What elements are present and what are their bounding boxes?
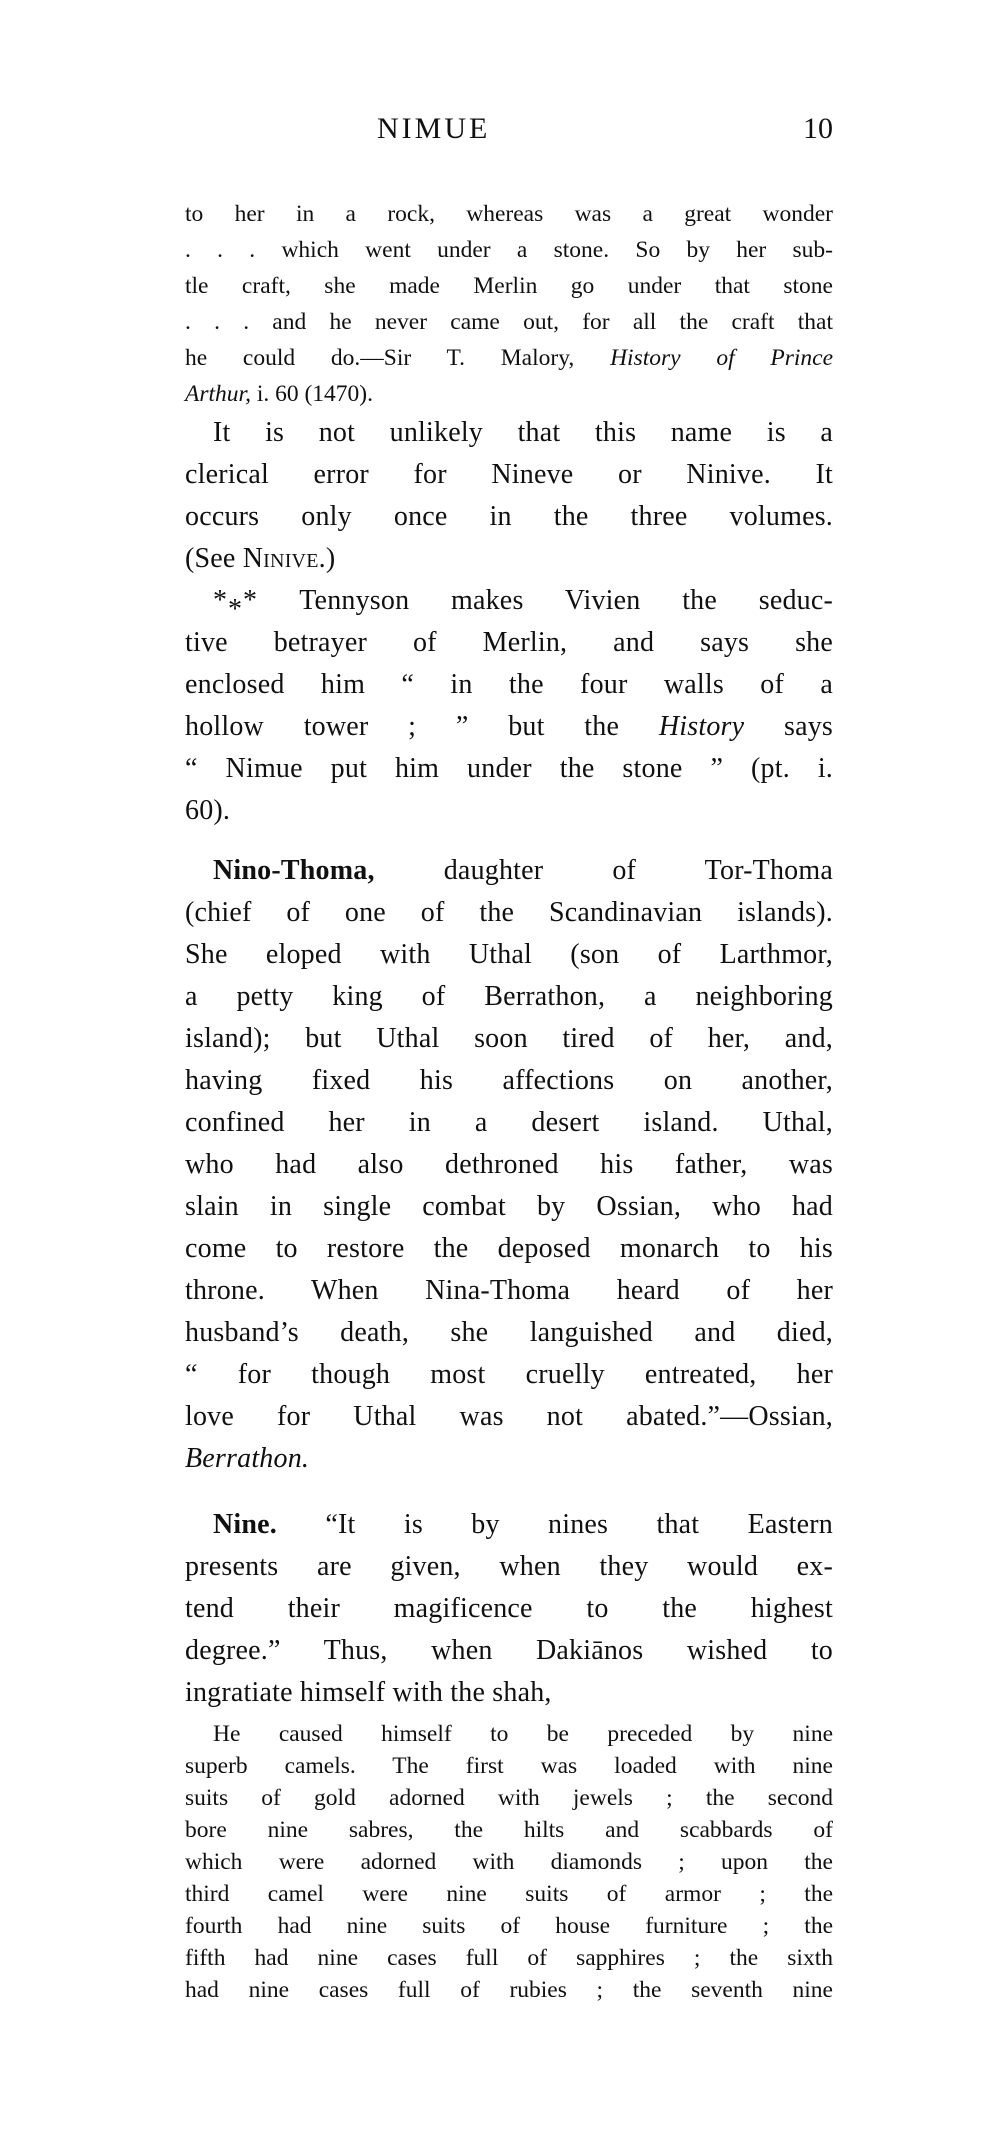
text-line: which were adorned with diamonds ; upon the — [185, 1849, 833, 1875]
book-title-italic: History — [658, 711, 745, 742]
text-line: fifth had nine cases full of sapphires ; the sixth — [185, 1945, 833, 1971]
text-line — [185, 580, 833, 625]
entry-text: “It is by nines that Eastern — [277, 1509, 833, 1540]
page-number: 10 — [803, 112, 833, 145]
entry-headword-nino-thoma: Nino-Thoma, — [213, 855, 375, 886]
text-line: occurs only once in the three volumes. — [185, 501, 833, 532]
text-line: a petty king of Berrathon, a neighboring — [185, 981, 833, 1012]
running-header-title: NIMUE — [377, 112, 491, 145]
text-line — [185, 340, 833, 376]
paragraph-clerical-error-note — [185, 412, 833, 580]
text-column — [185, 0, 833, 2006]
text-line: having fixed his affections on another, — [185, 1065, 833, 1096]
citation-reference: i. 60 (1470). — [250, 381, 374, 407]
text-line: “ for though most cruelly entreated, her — [185, 1359, 833, 1390]
note-text: hollow tower ; ” but the — [185, 711, 659, 742]
text-line: slain in single combat by Ossian, who had — [185, 1191, 833, 1222]
book-title-italic: Arthur, — [185, 381, 251, 407]
text-line: She eloped with Uthal (son of Larthmor, — [185, 939, 833, 970]
text-line: clerical error for Nineve or Ninive. It — [185, 459, 833, 490]
text-line: throne. When Nina-Thoma heard of her — [185, 1275, 833, 1306]
text-line — [185, 1438, 833, 1480]
note-text: says — [744, 711, 833, 742]
asterisk: * — [243, 585, 258, 616]
text-line: third camel were nine suits of armor ; the — [185, 1881, 833, 1907]
text-line: “ Nimue put him under the stone ” (pt. i. — [185, 753, 833, 784]
paragraph-malory-quote — [185, 196, 833, 412]
entry-nine — [185, 1504, 833, 1714]
book-title-italic: Berrathon. — [185, 1443, 310, 1474]
text-line — [185, 850, 833, 892]
text-line — [185, 706, 833, 748]
text-line: degree.” Thus, when Dakiānos wished to — [185, 1635, 833, 1666]
text-line: island); but Uthal soon tired of her, and, — [185, 1023, 833, 1054]
text-line: fourth had nine suits of house furniture ; the — [185, 1913, 833, 1939]
text-line: who had also dethroned his father, was — [185, 1149, 833, 1180]
text-line: . . . which went under a stone. So by her sub- — [185, 237, 833, 263]
text-line: love for Uthal was not abated.”—Ossian, — [185, 1401, 833, 1432]
cross-reference-smallcaps: Ninive — [242, 543, 319, 574]
text-line: 60). — [185, 795, 231, 826]
text-line: (chief of one of the Scandinavian islands). — [185, 897, 833, 928]
asterism-mark — [213, 585, 258, 625]
text-line: . . . and he never came out, for all the craft that — [185, 309, 833, 335]
text-line: had nine cases full of rubies ; the seventh nine — [185, 1977, 833, 2003]
asterisk: * — [228, 593, 243, 625]
entry-nino-thoma — [185, 850, 833, 1480]
book-title-italic: History of Prince — [610, 345, 834, 371]
entry-headword-nine: Nine. — [213, 1509, 277, 1540]
text-line: enclosed him “ in the four walls of a — [185, 669, 833, 700]
cross-reference: .) — [318, 543, 336, 574]
cross-reference: (See — [185, 543, 243, 574]
paragraph-tennyson-note — [185, 580, 833, 832]
entry-text: daughter of Tor-Thoma — [374, 855, 833, 886]
paragraph-camels-quote — [185, 1718, 833, 2006]
text-line — [185, 376, 833, 412]
text-line: tle craft, she made Merlin go under that stone — [185, 273, 833, 299]
text-line: tive betrayer of Merlin, and says she — [185, 627, 833, 658]
quote-attribution: he could do.—Sir T. Malory, — [185, 345, 611, 371]
running-header — [185, 112, 833, 146]
asterisk: * — [213, 585, 228, 616]
note-text: Tennyson makes Vivien the seduc- — [258, 585, 833, 616]
text-line: confined her in a desert island. Uthal, — [185, 1107, 833, 1138]
text-line: suits of gold adorned with jewels ; the second — [185, 1785, 833, 1811]
text-line: come to restore the deposed monarch to his — [185, 1233, 833, 1264]
text-line: He caused himself to be preceded by nine — [213, 1721, 833, 1747]
text-line: husband’s death, she languished and died, — [185, 1317, 833, 1348]
text-line: to her in a rock, whereas was a great wonder — [185, 201, 833, 227]
text-line — [185, 538, 833, 580]
text-line: It is not unlikely that this name is a — [213, 417, 833, 448]
text-line — [185, 1504, 833, 1546]
text-line: ingratiate himself with the shah, — [185, 1677, 552, 1708]
text-line: superb camels. The first was loaded with nine — [185, 1753, 833, 1779]
text-line: tend their magificence to the highest — [185, 1593, 833, 1624]
text-line: bore nine sabres, the hilts and scabbards of — [185, 1817, 833, 1843]
text-line: presents are given, when they would ex- — [185, 1551, 833, 1582]
